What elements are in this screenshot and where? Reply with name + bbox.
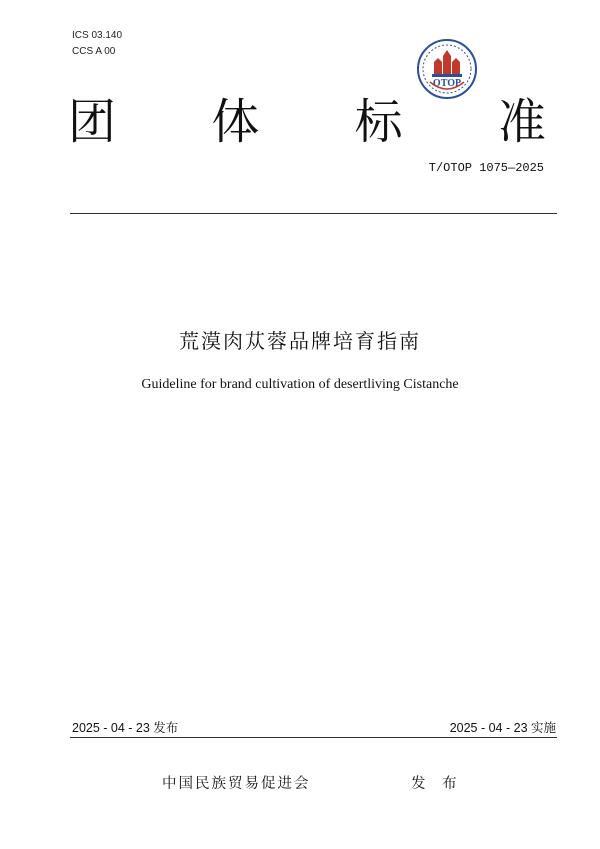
implement-date: 2025 - 04 - 23 实施 bbox=[449, 721, 556, 735]
ics-code: ICS 03.140 bbox=[72, 30, 123, 41]
publisher-name: 中国民族贸易促进会 bbox=[162, 776, 311, 792]
otop-logo-icon bbox=[416, 38, 478, 100]
standard-number: T/OTOP 1075—2025 bbox=[428, 161, 544, 175]
logo-text: OTOP bbox=[432, 78, 462, 89]
document-title-en: Guideline for brand cultivation of desertliving Cistanche bbox=[141, 377, 459, 392]
document-title-cn: 荒漠肉苁蓉品牌培育指南 bbox=[179, 329, 421, 353]
top-divider bbox=[70, 213, 557, 214]
bottom-divider bbox=[70, 737, 557, 738]
title-char-4: 准 bbox=[497, 94, 546, 150]
ccs-code: CCS A 00 bbox=[72, 46, 116, 57]
publish-date: 2025 - 04 - 23 发布 bbox=[72, 721, 179, 735]
title-char-2: 体 bbox=[211, 94, 260, 150]
title-char-3: 标 bbox=[354, 94, 403, 150]
publish-label: 发 布 bbox=[411, 776, 463, 792]
standard-type-title bbox=[68, 92, 546, 152]
title-char-1: 团 bbox=[68, 94, 117, 150]
